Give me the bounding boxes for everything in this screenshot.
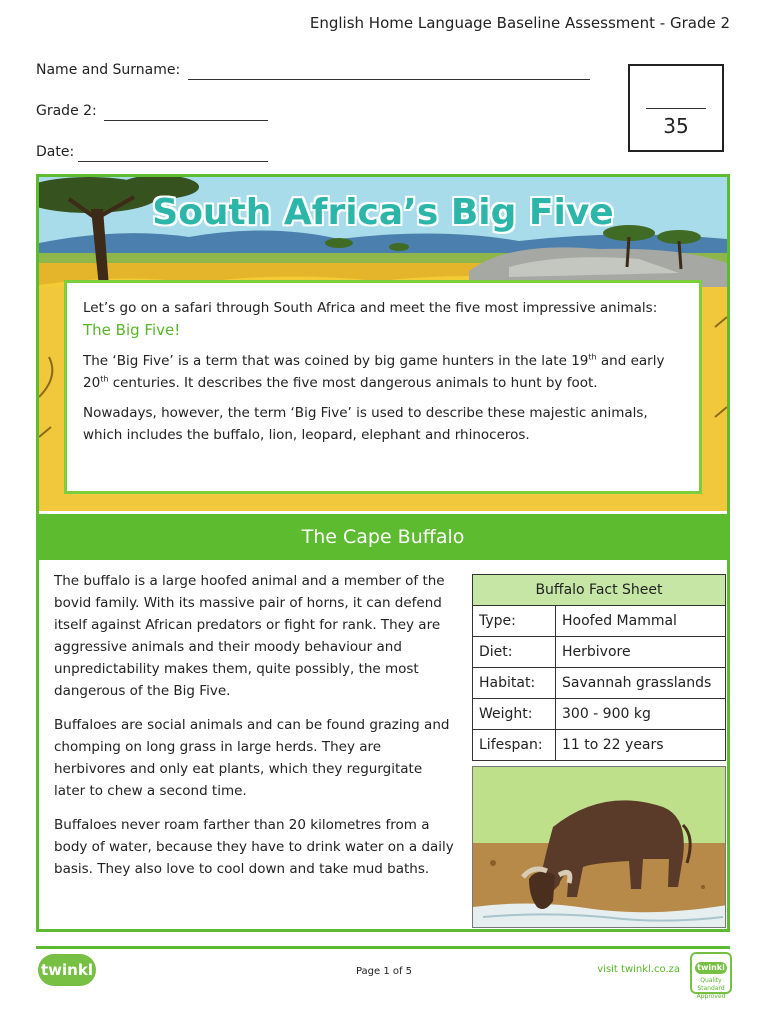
table-row	[473, 730, 726, 761]
fact-sheet-title: Buffalo Fact Sheet	[473, 575, 726, 606]
fact-key: Weight:	[473, 699, 556, 730]
score-rule[interactable]	[646, 108, 706, 109]
score-total: 35	[663, 114, 689, 138]
intro-p1-highlight: The Big Five!	[83, 321, 181, 339]
intro-p2-before: The ‘Big Five’ is a term that was coined by big game hunters in the late 19	[83, 353, 589, 369]
quality-badge	[690, 952, 732, 1000]
intro-paragraph-3: Nowadays, however, the term ‘Big Five’ is used to describe these majestic animals, which includes the buffalo, lion, leopard, elephant and rhinoceros.	[83, 405, 648, 443]
date-label: Date:	[36, 144, 75, 160]
fact-value: Herbivore	[556, 637, 726, 668]
section-body	[54, 570, 454, 892]
fact-sheet-table	[472, 574, 726, 761]
fact-key: Type:	[473, 606, 556, 637]
buffalo-drinking-image	[473, 767, 726, 928]
fact-value: 11 to 22 years	[556, 730, 726, 761]
fact-sheet-header-row	[473, 575, 726, 606]
site-link[interactable]: visit twinkl.co.za	[597, 964, 680, 975]
table-row	[473, 668, 726, 699]
intro-p1-text: Let’s go on a safari through South Africa and meet the five most impressive animals:	[83, 300, 658, 316]
fact-key: Lifespan:	[473, 730, 556, 761]
document-header-title: English Home Language Baseline Assessment - Grade 2	[309, 14, 730, 32]
intro-p2-sup2: th	[100, 374, 109, 384]
intro-p2-sup1: th	[588, 352, 597, 362]
body-paragraph-3: Buffaloes never roam farther than 20 kilometres from a body of water, because they have to drink water on a daily basis. They also love to cool down and take mud baths.	[54, 817, 454, 877]
fact-key: Habitat:	[473, 668, 556, 699]
fact-value: Hoofed Mammal	[556, 606, 726, 637]
name-label: Name and Surname:	[36, 62, 181, 78]
intro-box	[64, 280, 702, 494]
intro-p2-middle: and early 20	[83, 353, 665, 391]
table-row	[473, 606, 726, 637]
intro-paragraph-2	[83, 350, 683, 394]
date-field-line[interactable]	[78, 161, 268, 162]
table-row	[473, 699, 726, 730]
grade-field-line[interactable]	[104, 120, 268, 121]
body-paragraph-2: Buffaloes are social animals and can be found grazing and chomping on long grass in large herds. They are herbivores and only eat plants, which they regurgitate later to chew a second time.	[54, 717, 450, 799]
fact-value: Savannah grasslands	[556, 668, 726, 699]
score-box	[628, 64, 724, 152]
page-title: South Africa’s Big Five	[152, 192, 614, 233]
fact-value: 300 - 900 kg	[556, 699, 726, 730]
twinkl-logo[interactable]: twinkl	[38, 954, 96, 986]
quality-badge-text: Quality Standard Approved	[696, 977, 726, 1000]
section-title-bar: The Cape Buffalo	[39, 514, 727, 560]
quality-badge-brand: twinkl	[695, 962, 727, 974]
name-field-line[interactable]	[188, 79, 590, 80]
fact-key: Diet:	[473, 637, 556, 668]
intro-p2-after: centuries. It describes the five most dangerous animals to hunt by foot.	[108, 375, 598, 391]
body-paragraph-1: The buffalo is a large hoofed animal and a member of the bovid family. With its massive pair of horns, it can defend itself against African predators or fight for rank. They are aggressive animals and their moody behaviour and unpredictability makes them, quite possibly, the most dangerous of the Big Five.	[54, 573, 445, 699]
grade-label: Grade 2:	[36, 103, 97, 119]
page-number: Page 1 of 5	[355, 966, 413, 977]
table-row	[473, 637, 726, 668]
intro-paragraph-1	[83, 297, 683, 342]
buffalo-illustration	[472, 766, 726, 928]
footer-divider	[36, 946, 730, 949]
